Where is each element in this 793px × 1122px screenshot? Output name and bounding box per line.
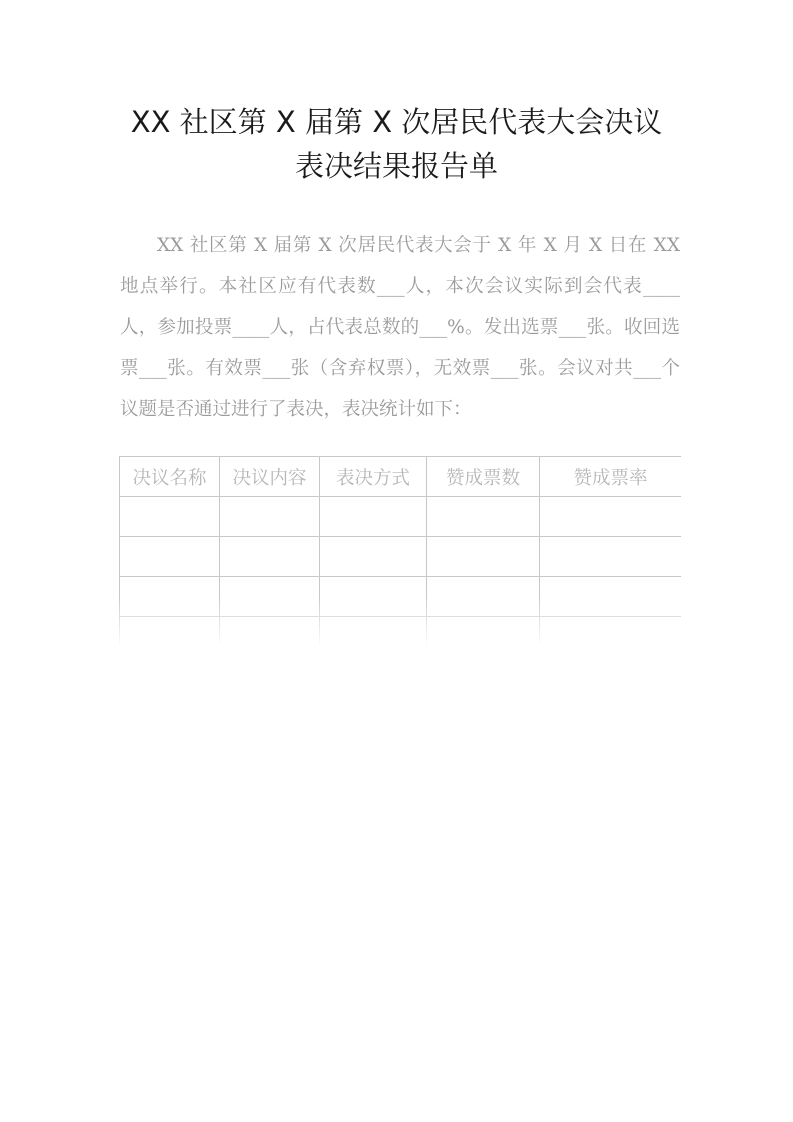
fade-overlay (119, 596, 681, 656)
table-row (120, 497, 682, 537)
header-voting-method: 表决方式 (320, 457, 427, 497)
table-cell (120, 497, 220, 537)
table-cell (320, 537, 427, 577)
table-header-row (120, 457, 682, 497)
table-cell (320, 497, 427, 537)
header-resolution-content: 决议内容 (220, 457, 320, 497)
table-row (120, 537, 682, 577)
table-cell (220, 497, 320, 537)
table-cell (427, 537, 540, 577)
table-cell (120, 537, 220, 577)
document-title (100, 100, 693, 188)
header-resolution-name: 决议名称 (120, 457, 220, 497)
title-line-2: 表决结果报告单 (294, 149, 498, 183)
table-cell (540, 537, 682, 577)
title-line-1: XX 社区第 X 届第 X 次居民代表大会决议 (130, 105, 663, 139)
table-cell (220, 537, 320, 577)
table-cell (427, 497, 540, 537)
body-paragraph: XX 社区第 X 届第 X 次居民代表大会于 X 年 X 月 X 日在 XX 地点举行。本社区应有代表数___人，本次会议实际到会代表____人，参加投票____人，占代表总数的___%。发出选票___张。收回选票___张。有效票___张（含弃权票），无效票___张。会议对共___个议题是否通过进行了表决，表决统计如下： (120, 235, 680, 420)
header-approve-count: 赞成票数 (427, 457, 540, 497)
header-approve-rate: 赞成票率 (540, 457, 682, 497)
table-cell (540, 497, 682, 537)
results-table-wrapper (119, 456, 681, 656)
